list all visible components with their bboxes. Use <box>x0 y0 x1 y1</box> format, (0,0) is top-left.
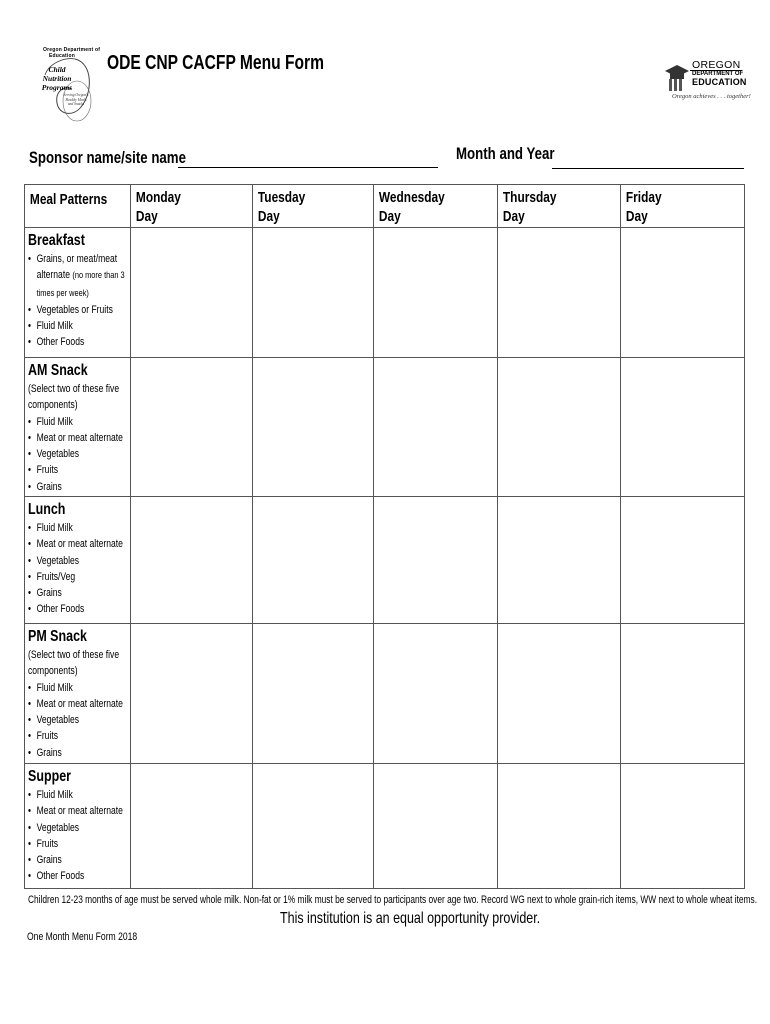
header-thursday <box>498 185 621 228</box>
list-item: • Meat or meat alternate <box>28 803 108 819</box>
agency-line-2: Education <box>49 53 75 59</box>
list-item: • Fluid Milk <box>28 520 108 536</box>
program-name <box>37 65 77 92</box>
list-item: • Fluid Milk <box>28 680 108 696</box>
meal-note: (Select two of these five <box>28 383 120 395</box>
form-title: ODE CNP CACFP Menu Form <box>107 52 324 74</box>
graduation-cap-icon <box>664 62 690 92</box>
list-item: • Fluid Milk <box>28 318 108 334</box>
item-note: times per week) <box>36 287 89 299</box>
list-item: • Fruits/Veg <box>28 569 108 585</box>
list-item: • Fruits <box>28 728 108 744</box>
day-label: Day <box>257 209 280 225</box>
pm-snack-friday-cell[interactable] <box>621 624 745 764</box>
list-item: • Other Foods <box>28 601 108 617</box>
pm-snack-tuesday-cell[interactable] <box>253 624 374 764</box>
sponsor-input-line[interactable] <box>178 167 438 168</box>
meal-note: components) <box>28 399 78 412</box>
day-name: Friday <box>625 190 662 206</box>
logo-tagline: Oregon achieves . . . together! <box>672 93 751 100</box>
oregon-department-of-education-logo <box>664 59 751 108</box>
meal-title: Breakfast <box>28 232 85 249</box>
list-item: • Meat or meat alternate <box>28 536 108 552</box>
list-item: • Meat or meat alternate <box>28 696 108 712</box>
breakfast-monday-cell[interactable] <box>131 228 253 358</box>
child-nutrition-programs-logo <box>35 45 105 127</box>
am-snack-tuesday-cell[interactable] <box>253 358 374 497</box>
list-item: • Meat or meat alternate <box>28 430 108 446</box>
breakfast-friday-cell[interactable] <box>621 228 745 358</box>
pm-snack-thursday-cell[interactable] <box>498 624 621 764</box>
menu-table <box>24 184 745 889</box>
lunch-pattern-cell <box>25 497 131 624</box>
program-line-2: Nutrition <box>42 74 72 83</box>
list-item: • Other Foods <box>28 334 108 350</box>
agency-name <box>43 47 100 59</box>
pm-snack-wednesday-cell[interactable] <box>374 624 498 764</box>
list-item <box>28 251 125 302</box>
list-item: • Vegetables <box>28 553 108 569</box>
am-snack-pattern-cell <box>25 358 131 497</box>
lunch-wednesday-cell[interactable] <box>374 497 498 624</box>
pm-snack-monday-cell[interactable] <box>131 624 253 764</box>
logo-slogan: Serving Oregon's Healthy Meals and Snacks <box>63 93 89 106</box>
form-name: One Month Menu Form 2018 <box>27 931 138 943</box>
meal-note: (Select two of these five <box>28 649 120 661</box>
item-note: (no more than 3 <box>72 270 125 282</box>
sponsor-label: Sponsor name/site name <box>29 148 186 167</box>
supper-wednesday-cell[interactable] <box>374 764 498 889</box>
am-snack-thursday-cell[interactable] <box>498 358 621 497</box>
day-name: Thursday <box>502 190 557 206</box>
lunch-tuesday-cell[interactable] <box>253 497 374 624</box>
am-snack-friday-cell[interactable] <box>621 358 745 497</box>
breakfast-row <box>25 228 745 358</box>
day-label: Day <box>502 209 525 225</box>
header-friday <box>621 185 745 228</box>
month-year-input-line[interactable] <box>552 168 744 169</box>
milk-footnote: Children 12-23 months of age must be served whole milk. Non-fat or 1% milk must be served to participants over age two. Record WG next to whole grain-rich items, WW next to whole wheat items. <box>28 894 758 906</box>
supper-tuesday-cell[interactable] <box>253 764 374 889</box>
day-label: Day <box>135 209 158 225</box>
lunch-friday-cell[interactable] <box>621 497 745 624</box>
list-item: • Vegetables <box>28 820 108 836</box>
lunch-row <box>25 497 745 624</box>
am-snack-monday-cell[interactable] <box>131 358 253 497</box>
month-year-label: Month and Year <box>456 144 555 163</box>
item-text: alternate <box>36 269 70 282</box>
header-meal-patterns <box>25 185 131 228</box>
meal-title: PM Snack <box>28 628 87 645</box>
list-item: • Vegetables <box>28 446 108 462</box>
day-name: Wednesday <box>378 190 445 206</box>
am-snack-row <box>25 358 745 497</box>
list-item: • Fruits <box>28 836 108 852</box>
supper-pattern-cell <box>25 764 131 889</box>
header-meal-patterns-label: Meal Patterns <box>29 192 108 208</box>
table-header-row <box>25 185 745 228</box>
supper-friday-cell[interactable] <box>621 764 745 889</box>
supper-thursday-cell[interactable] <box>498 764 621 889</box>
list-item: • Fluid Milk <box>28 414 108 430</box>
equal-opportunity-statement: This institution is an equal opportunity provider. <box>280 910 541 927</box>
header-wednesday <box>374 185 498 228</box>
list-item: • Other Foods <box>28 868 108 884</box>
am-snack-wednesday-cell[interactable] <box>374 358 498 497</box>
list-item: • Vegetables <box>28 712 108 728</box>
list-item: • Grains <box>28 479 108 495</box>
list-item: • Grains <box>28 852 108 868</box>
logo-education: EDUCATION <box>692 77 747 87</box>
meal-title: Lunch <box>28 501 66 518</box>
breakfast-wednesday-cell[interactable] <box>374 228 498 358</box>
supper-row <box>25 764 745 889</box>
list-item: • Grains <box>28 585 108 601</box>
meal-note: components) <box>28 665 78 678</box>
item-text: Grains, or meat/meat <box>36 253 118 265</box>
meal-title: Supper <box>28 768 71 785</box>
header-monday <box>131 185 253 228</box>
day-name: Monday <box>135 190 181 206</box>
breakfast-pattern-cell <box>25 228 131 358</box>
lunch-monday-cell[interactable] <box>131 497 253 624</box>
list-item: • Fluid Milk <box>28 787 108 803</box>
breakfast-thursday-cell[interactable] <box>498 228 621 358</box>
supper-monday-cell[interactable] <box>131 764 253 889</box>
logo-dept: DEPARTMENT OF <box>692 71 744 77</box>
meal-title: AM Snack <box>28 362 88 379</box>
day-label: Day <box>625 209 648 225</box>
program-line-3: Programs <box>41 83 73 92</box>
list-item: • Grains <box>28 745 108 761</box>
lunch-thursday-cell[interactable] <box>498 497 621 624</box>
header-tuesday <box>253 185 374 228</box>
pm-snack-row <box>25 624 745 764</box>
day-name: Tuesday <box>257 190 306 206</box>
day-label: Day <box>378 209 401 225</box>
list-item: • Fruits <box>28 462 108 478</box>
list-item: • Vegetables or Fruits <box>28 302 108 318</box>
breakfast-tuesday-cell[interactable] <box>253 228 374 358</box>
program-line-1: Child <box>48 65 66 74</box>
agency-line-1: Oregon Department of <box>43 47 101 53</box>
logo-state-name: OREGON <box>692 59 741 71</box>
pm-snack-pattern-cell <box>25 624 131 764</box>
